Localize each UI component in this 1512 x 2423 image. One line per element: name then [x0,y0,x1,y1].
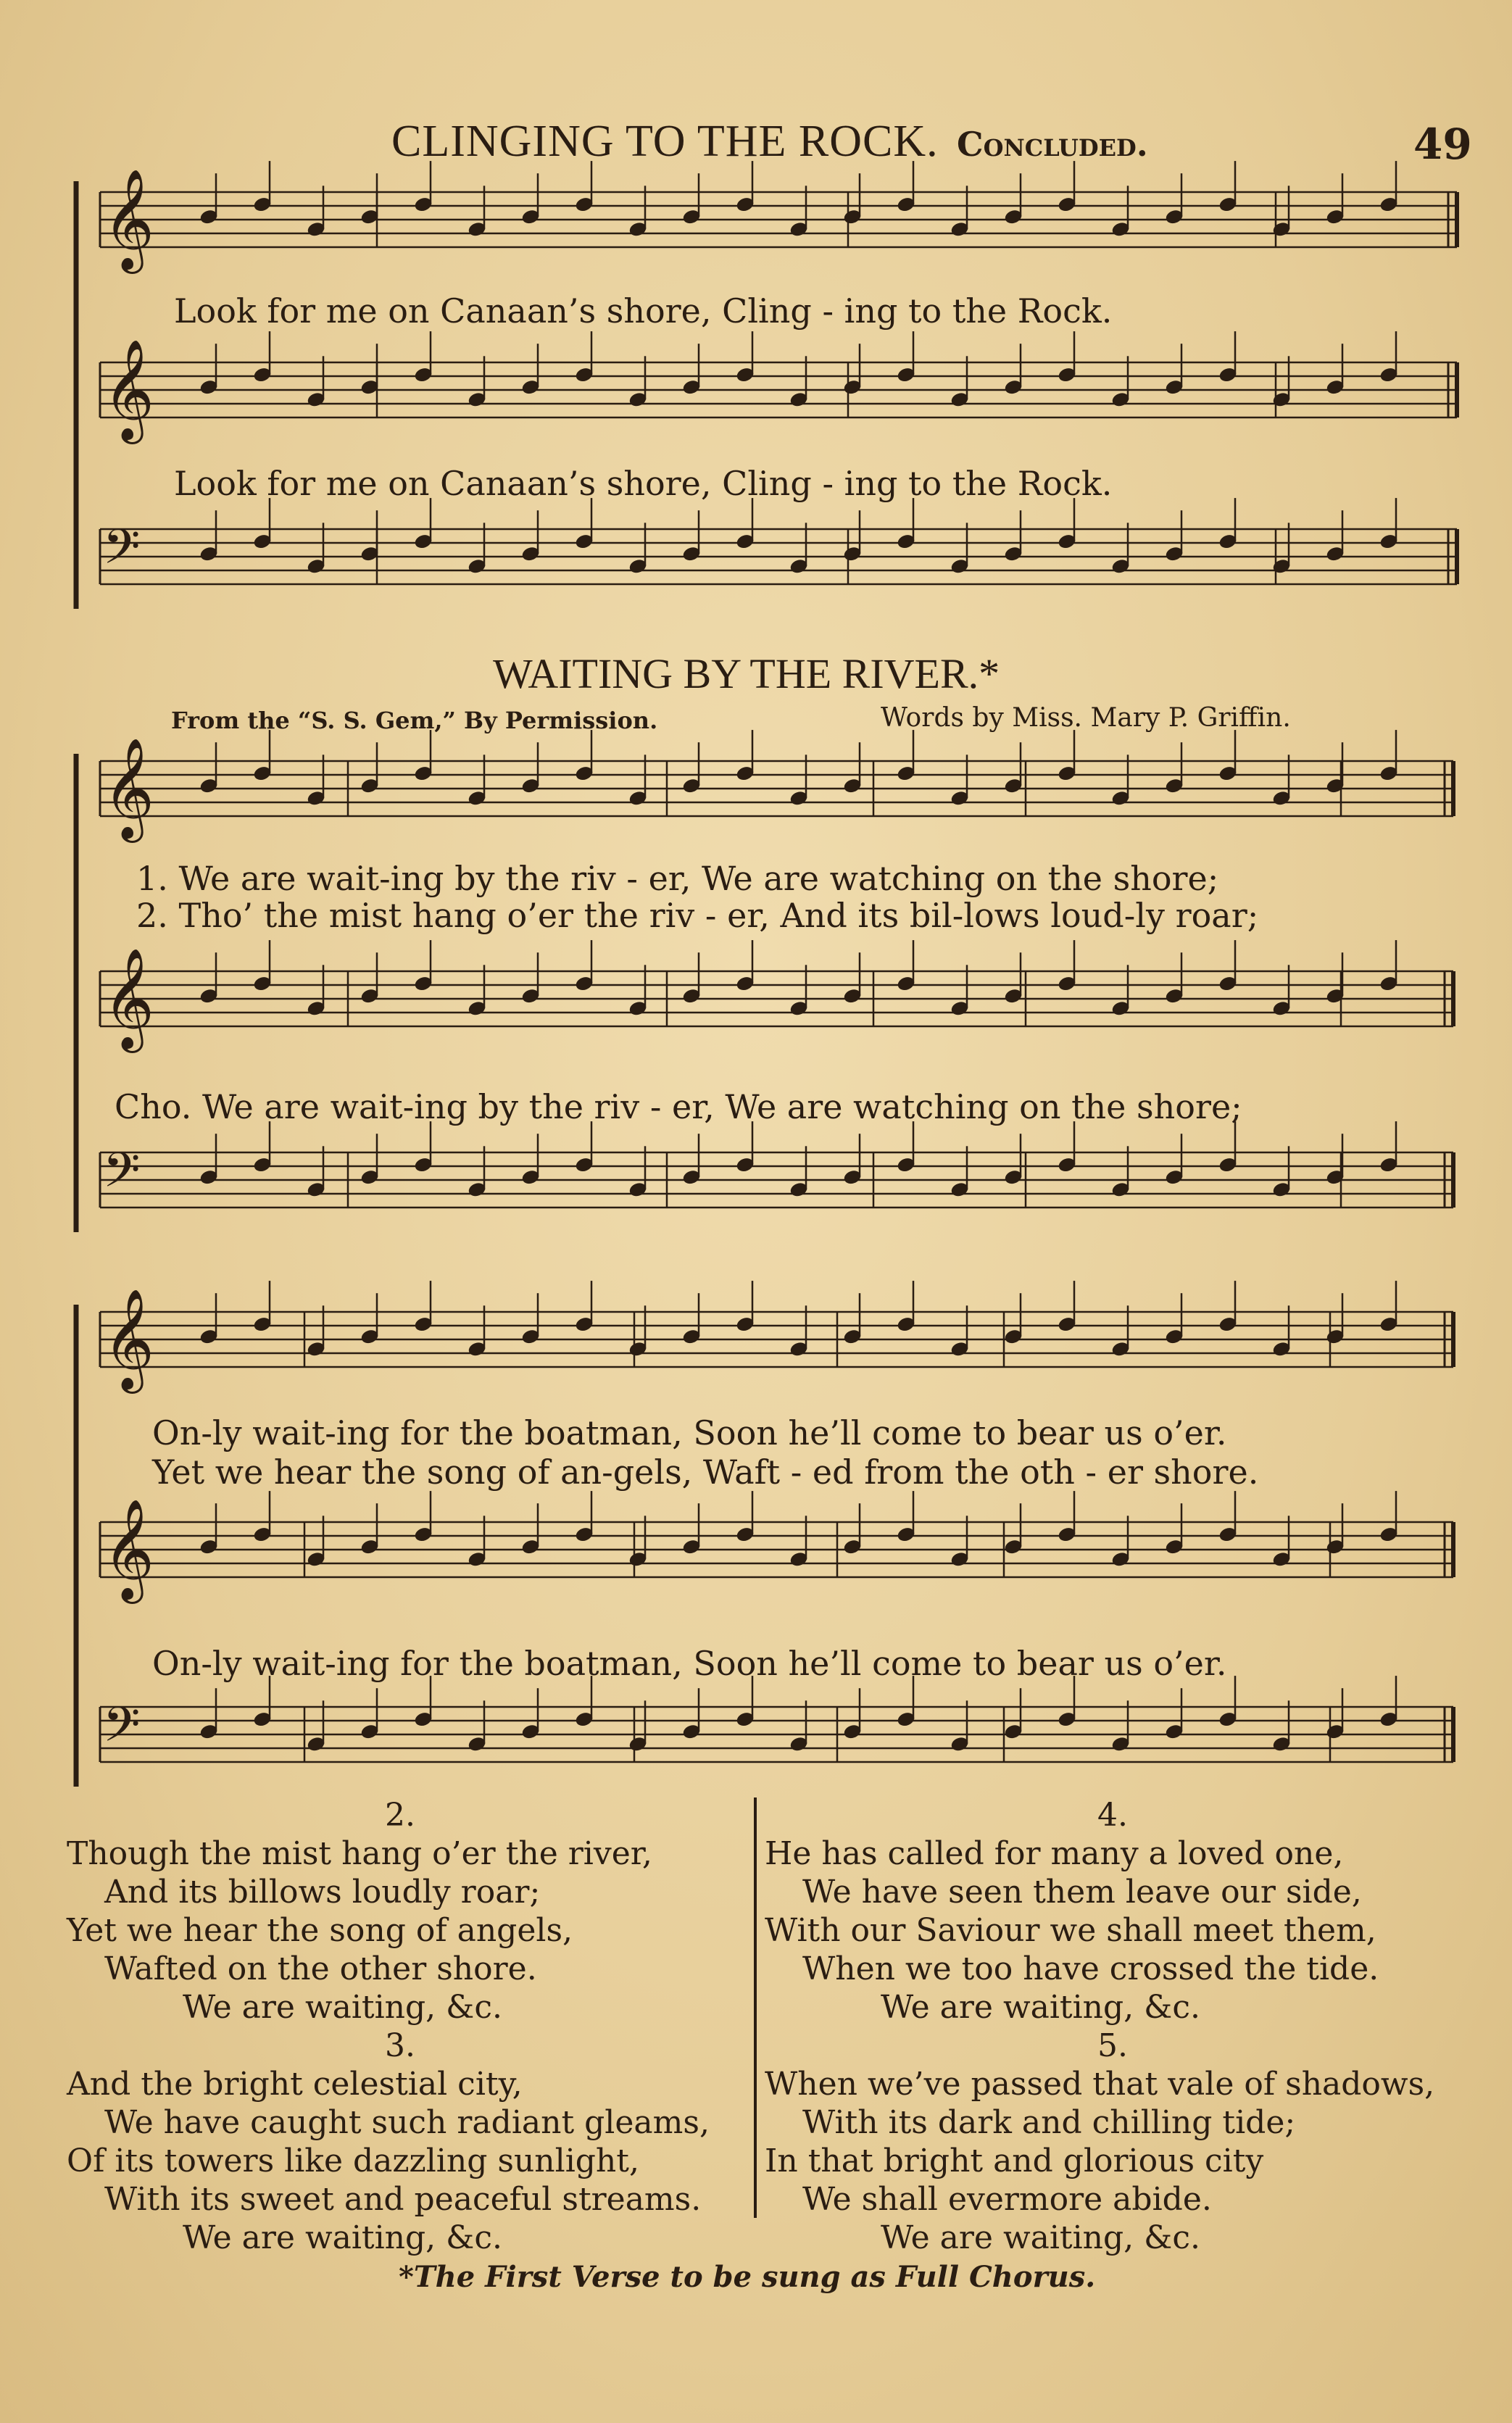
stanzas-left-column [67,1796,734,2257]
running-title-continued: Concluded. [957,125,1148,164]
verse-lyric: On-ly wait-ing for the boatman, Soon he’ll come to bear us o’er. [152,1413,1227,1452]
verse-lyric: Yet we hear the song of an-gels, Waft - ed from the oth - er shore. [152,1452,1259,1492]
stanza-line: We have seen them leave our side, [802,1874,1362,1911]
page-number: 49 [1413,120,1472,169]
stanza-line: We are waiting, &c. [183,1989,502,2026]
stanza-line: With our Saviour we shall meet them, [765,1912,1376,1949]
stanza-line: When we too have crossed the tide. [802,1950,1379,1987]
treble-clef-icon: 𝄞 [103,948,154,1049]
stanza-line: With its dark and chilling tide; [802,2104,1296,2141]
chorus-lyric: Cho. We are wait-ing by the riv - er, We are watching on the shore; [115,1087,1242,1126]
bass-clef-icon: 𝄢 [103,519,141,586]
stanza-line: In that bright and glorious city [765,2143,1264,2179]
treble-clef-icon: 𝄞 [103,1499,154,1600]
stanza-number: 3. [385,2027,415,2064]
stanza-line: When we’ve passed that vale of shadows, [765,2066,1435,2103]
stanza-line: We shall evermore abide. [802,2181,1212,2218]
chorus-lyric: On-ly wait-ing for the boatman, Soon he’ll come to bear us o’er. [152,1644,1227,1683]
stanza-number: 4. [1097,1797,1128,1834]
treble-clef-icon: 𝄞 [103,1289,154,1389]
column-divider [754,1797,757,2218]
stanza-line: Yet we hear the song of angels, [67,1912,573,1949]
stanzas-right-column [765,1796,1461,2257]
treble-clef-icon: 𝄞 [103,339,154,440]
treble-clef-icon: 𝄞 [103,738,154,839]
bass-clef-icon: 𝄢 [103,1697,141,1764]
bass-clef-icon: 𝄢 [103,1142,141,1210]
lyric-line: Look for me on Canaan’s shore, Cling - ing to the Rock. [174,291,1113,331]
running-title: CLINGING TO THE ROCK. [391,117,939,166]
verse-lyric: 2. Tho’ the mist hang o’er the riv - er, And its bil-lows loud-ly roar; [136,896,1259,935]
stanza-line: Of its towers like dazzling sunlight, [67,2143,639,2179]
stanza-line: With its sweet and peaceful streams. [104,2181,702,2218]
stanza-number: 2. [385,1797,415,1834]
stanza-line: We have caught such radiant gleams, [104,2104,710,2141]
lyric-line: Look for me on Canaan’s shore, Cling - ing to the Rock. [174,464,1113,503]
stanza-line: He has called for many a loved one, [765,1835,1344,1872]
stanza-number: 5. [1097,2027,1128,2064]
stanza-line: Wafted on the other shore. [104,1950,537,1987]
stanza-line: And the bright celestial city, [67,2066,523,2103]
treble-clef-icon: 𝄞 [103,169,154,270]
footnote: *The First Verse to be sung as Full Chorus. [399,2260,1096,2294]
stanza-line: We are waiting, &c. [881,1989,1200,2026]
song-title: WAITING BY THE RIVER.* [493,650,1000,697]
verse-lyric: 1. We are wait-ing by the riv - er, We are watching on the shore; [136,859,1219,898]
source-credit: From the “S. S. Gem,” By Permission. [171,707,658,734]
stanza-line: Though the mist hang o’er the river, [67,1835,652,1872]
stanza-line: And its billows loudly roar; [104,1874,541,1911]
stanza-line: We are waiting, &c. [881,2219,1200,2256]
stanza-line: We are waiting, &c. [183,2219,502,2256]
words-credit: Words by Miss. Mary P. Griffin. [881,703,1291,733]
